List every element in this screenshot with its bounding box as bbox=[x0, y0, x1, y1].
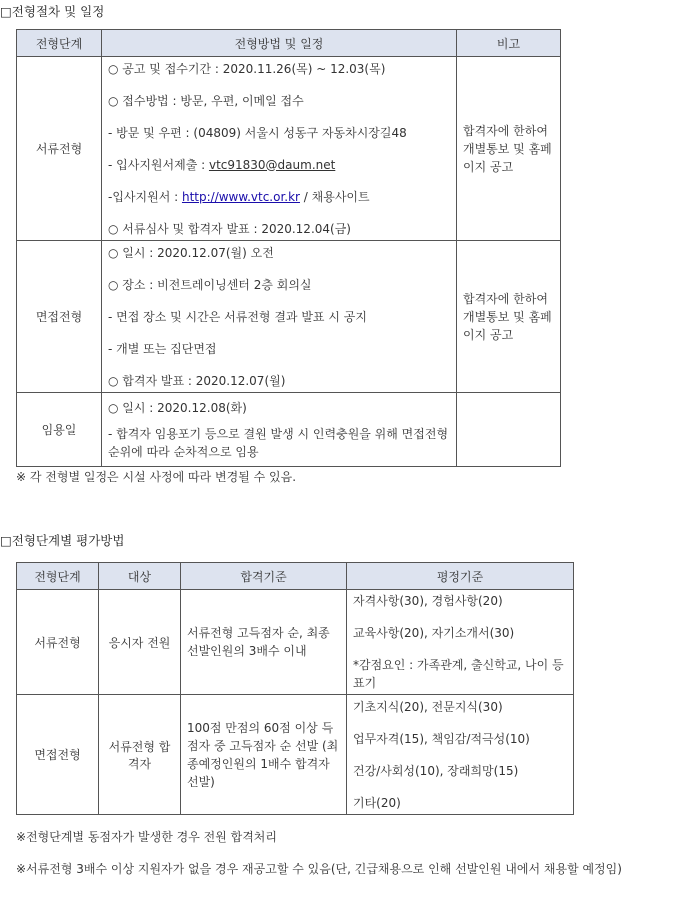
target-cell: 응시자 전원 bbox=[99, 590, 181, 695]
target-cell: 서류전형 합격자 bbox=[99, 695, 181, 815]
remark-cell: 합격자에 한하여 개별통보 및 홈페이지 공고 bbox=[457, 241, 561, 393]
eval-item: 자격사항(30), 경험사항(20) bbox=[353, 594, 503, 608]
eval-item: 업무자격(15), 책임감/적극성(10) bbox=[353, 731, 530, 746]
schedule-footnote: ※ 각 전형별 일정은 시설 사정에 따라 변경될 수 있음. bbox=[16, 470, 297, 484]
stage-cell: 서류전형 bbox=[17, 590, 99, 695]
criteria-cell: 서류전형 고득점자 순, 최종선발인원의 3배수 이내 bbox=[181, 590, 347, 695]
result-text: ○ 서류심사 및 합격자 발표 : 2020.12.04(금) bbox=[108, 221, 351, 236]
table-row bbox=[17, 590, 574, 695]
header-method: 전형방법 및 일정 bbox=[102, 30, 457, 57]
form-label: -입사지원서 : bbox=[108, 189, 182, 204]
eval-item: 기초지식(20), 전문지식(30) bbox=[353, 699, 503, 714]
method-cell bbox=[102, 241, 457, 393]
header-remark: 비고 bbox=[457, 30, 561, 57]
header-criteria: 합격기준 bbox=[181, 563, 347, 590]
eval-cell bbox=[347, 590, 574, 695]
header-stage: 전형단계 bbox=[17, 563, 99, 590]
header-stage: 전형단계 bbox=[17, 30, 102, 57]
eval-item: *감점요인 : 가족관계, 출신학교, 나이 등 표기 bbox=[353, 658, 564, 690]
stage-cell: 임용일 bbox=[17, 393, 102, 467]
eval-item: 교육사항(20), 자기소개서(30) bbox=[353, 626, 515, 640]
table-row bbox=[17, 695, 574, 815]
remark-cell: 합격자에 한하여 개별통보 및 홈페이지 공고 bbox=[457, 57, 561, 241]
table-row bbox=[17, 57, 561, 241]
method-cell bbox=[102, 57, 457, 241]
stage-cell: 서류전형 bbox=[17, 57, 102, 241]
section-title-evaluation: □전형단계별 평가방법 bbox=[0, 533, 125, 548]
note-text: - 합격자 임용포기 등으로 결원 발생 시 인력충원을 위해 면접전형 순위에 따라 순차적으로 임용 bbox=[108, 426, 449, 459]
header-eval: 평정기준 bbox=[347, 563, 574, 590]
form-link[interactable]: http://www.vtc.or.kr bbox=[181, 189, 300, 204]
type-text: - 개별 또는 집단면접 bbox=[108, 341, 217, 356]
result-text: ○ 합격자 발표 : 2020.12.07(월) bbox=[108, 373, 286, 388]
period-text: ○ 공고 및 접수기간 : 2020.11.26(목) ~ 12.03(목) bbox=[108, 61, 386, 76]
date-text: ○ 일시 : 2020.12.08(화) bbox=[108, 400, 247, 415]
remark-cell bbox=[457, 393, 561, 467]
evaluation-table bbox=[16, 562, 574, 815]
stage-cell: 면접전형 bbox=[17, 695, 99, 815]
evaluation-note-1: ※전형단계별 동점자가 발생한 경우 전원 합격처리 bbox=[16, 830, 277, 844]
section-title-schedule: □전형절차 및 일정 bbox=[0, 4, 105, 19]
form-suffix: / 채용사이트 bbox=[299, 189, 370, 204]
evaluation-note-2: ※서류전형 3배수 이상 지원자가 없을 경우 재공고할 수 있음(단, 긴급채용으로 인해 선발인원 내에서 채용할 예정임) bbox=[16, 862, 622, 876]
eval-cell bbox=[347, 695, 574, 815]
schedule-table bbox=[16, 29, 561, 467]
table-row bbox=[17, 241, 561, 393]
stage-cell: 면접전형 bbox=[17, 241, 102, 393]
form-line bbox=[108, 188, 450, 206]
eval-item: 기타(20) bbox=[353, 795, 401, 810]
place-text: ○ 장소 : 비전트레이닝센터 2층 회의실 bbox=[108, 277, 312, 292]
notice-text: - 면접 장소 및 시간은 서류전형 결과 발표 시 공지 bbox=[108, 309, 367, 324]
criteria-cell: 100점 만점의 60점 이상 득점자 중 고득점자 순 선발 (최종예정인원의 1배수 합격자 선발) bbox=[181, 695, 347, 815]
table-row bbox=[17, 393, 561, 467]
method-cell bbox=[102, 393, 457, 467]
email-line bbox=[108, 156, 450, 174]
email-label: - 입사지원서제출 : bbox=[108, 157, 209, 172]
address-text: - 방문 및 우편 : (04809) 서울시 성동구 자동차시장길48 bbox=[108, 125, 407, 140]
eval-item: 건강/사회성(10), 장래희망(15) bbox=[353, 763, 519, 778]
header-target: 대상 bbox=[99, 563, 181, 590]
method-text: ○ 접수방법 : 방문, 우편, 이메일 접수 bbox=[108, 93, 304, 108]
email-link[interactable]: vtc91830@daum.net bbox=[208, 157, 336, 172]
date-text: ○ 일시 : 2020.12.07(월) 오전 bbox=[108, 245, 274, 260]
